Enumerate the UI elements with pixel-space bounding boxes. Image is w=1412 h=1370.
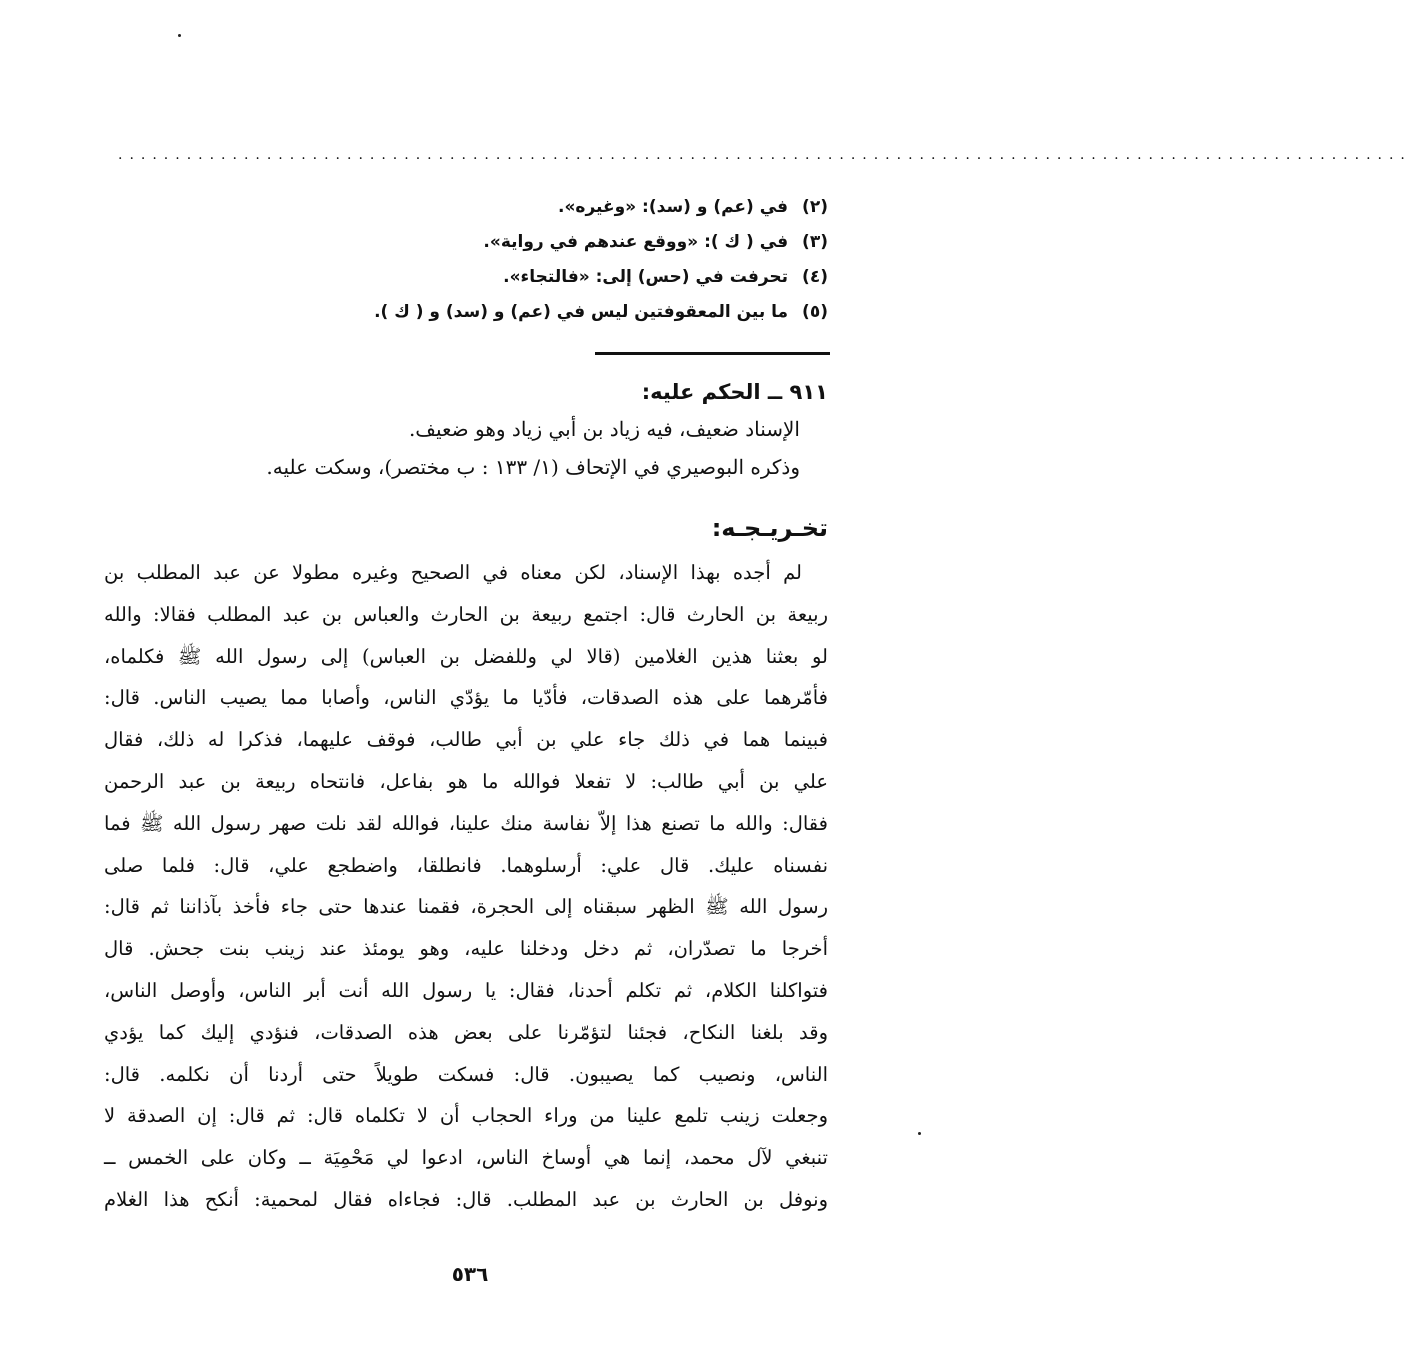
- body-line: لم أجده بهذا الإسناد، لكن معناه في الصحيح وغيره مطولا عن عبد المطلب بن: [104, 561, 802, 584]
- body-line: رسول الله ﷺ الظهر سبقناه إلى الحجرة، فقمنا عندها حتى جاء فأخذ بآذاننا ثم قال:: [104, 895, 828, 919]
- footnote: [108, 295, 828, 330]
- body-line: وقد بلغنا النكاح، فجئنا لتؤمّرنا على بعض هذه الصدقات، فنؤدي إليك كما يؤدي: [104, 1020, 828, 1044]
- ruling-heading: ٩١١ ــ الحكم عليه:: [641, 380, 828, 404]
- body-line: ربيعة بن الحارث قال: اجتمع ربيعة بن الحارث والعباس بن عبد المطلب فقالا: والله: [104, 602, 828, 626]
- body-line: لو بعثنا هذين الغلامين (قالا لي وللفضل بن العباس) إلى رسول الله ﷺ فكلماه،: [104, 644, 828, 668]
- scan-speck: [178, 34, 181, 37]
- body-line: تنبغي لآل محمد، إنما هي أوساخ الناس، ادعوا لي مَحْمِيَة ــ وكان على الخمس ــ: [104, 1146, 828, 1170]
- footnote-text: تحرفت في (حس) إلى: «فالتجاء».: [503, 267, 789, 287]
- body-line: وجعلت زينب تلمع علينا من وراء الحجاب أن لا تكلماه قال: ثم قال: إن الصدقة لا: [104, 1104, 828, 1128]
- footnotes: [108, 190, 828, 330]
- body-line: فتواكلنا الكلام، ثم تكلم أحدنا، فقال: يا رسول الله أنت أبر الناس، وأوصل الناس،: [104, 978, 828, 1002]
- body-line: فقال: والله ما تصنع هذا إلاّ نفاسة منك علينا، فوالله لقد نلت صهر رسول الله ﷺ فما: [104, 811, 828, 835]
- separator-dots: .................................................................................................................: [118, 147, 1412, 163]
- footnote: [108, 225, 828, 260]
- section-rule: [595, 352, 830, 355]
- ruling-line: الإسناد ضعيف، فيه زياد بن أبي زياد وهو ضعيف.: [408, 417, 800, 441]
- page-number: ٥٣٦: [451, 1262, 489, 1286]
- body-line: أخرجا ما تصدّران، ثم دخل ودخلنا عليه، وهو يومئذ عند زينب بنت جحش. قال: [104, 937, 828, 961]
- body-line: فبينما هما في ذلك جاء علي بن أبي طالب، فوقف عليهما، فذكرا له ذلك، فقال: [104, 728, 828, 752]
- body-line: الناس، ونصيب كما يصيبون. قال: فسكت طويلاً حتى أردنا أن نكلمه. قال:: [104, 1062, 828, 1086]
- footnote: [108, 260, 828, 295]
- ruling-line: وذكره البوصيري في الإتحاف (١/ ١٣٣ : ب مختصر)، وسكت عليه.: [266, 455, 800, 479]
- body-line: فأمّرهما على هذه الصدقات، فأدّيا ما يؤدّي الناس، وأصابا مما يصيب الناس. قال:: [104, 686, 828, 710]
- footnote-text: في ( ك ): «ووقع عندهم في رواية».: [483, 232, 789, 252]
- footnote: [108, 190, 828, 225]
- takhrij-body: [104, 552, 828, 1221]
- ruling-section: [108, 374, 828, 486]
- scan-speck: [918, 1132, 921, 1135]
- footnote-text: في (عم) و (سد): «وغيره».: [557, 197, 789, 217]
- footnote-number: (٢): [802, 197, 828, 217]
- body-line: علي بن أبي طالب: لا تفعلا فوالله ما هو بفاعل، فانتحاه ربيعة بن عبد الرحمن: [104, 769, 828, 793]
- footnote-number: (٣): [802, 232, 828, 252]
- takhrij-heading: تخـريـجـه:: [711, 514, 828, 542]
- footnote-text: ما بين المعقوفتين ليس في (عم) و (سد) و ( ك ).: [374, 302, 789, 322]
- footnote-number: (٥): [802, 302, 828, 322]
- body-line: نفسناه عليك. قال علي: أرسلوهما. فانطلقا، واضطجع علي، قال: فلما صلى: [104, 853, 828, 877]
- body-line: ونوفل بن الحارث بن عبد المطلب. قال: فجاءاه فقال لمحمية: أنكح هذا الغلام: [104, 1187, 828, 1211]
- footnote-number: (٤): [802, 267, 828, 287]
